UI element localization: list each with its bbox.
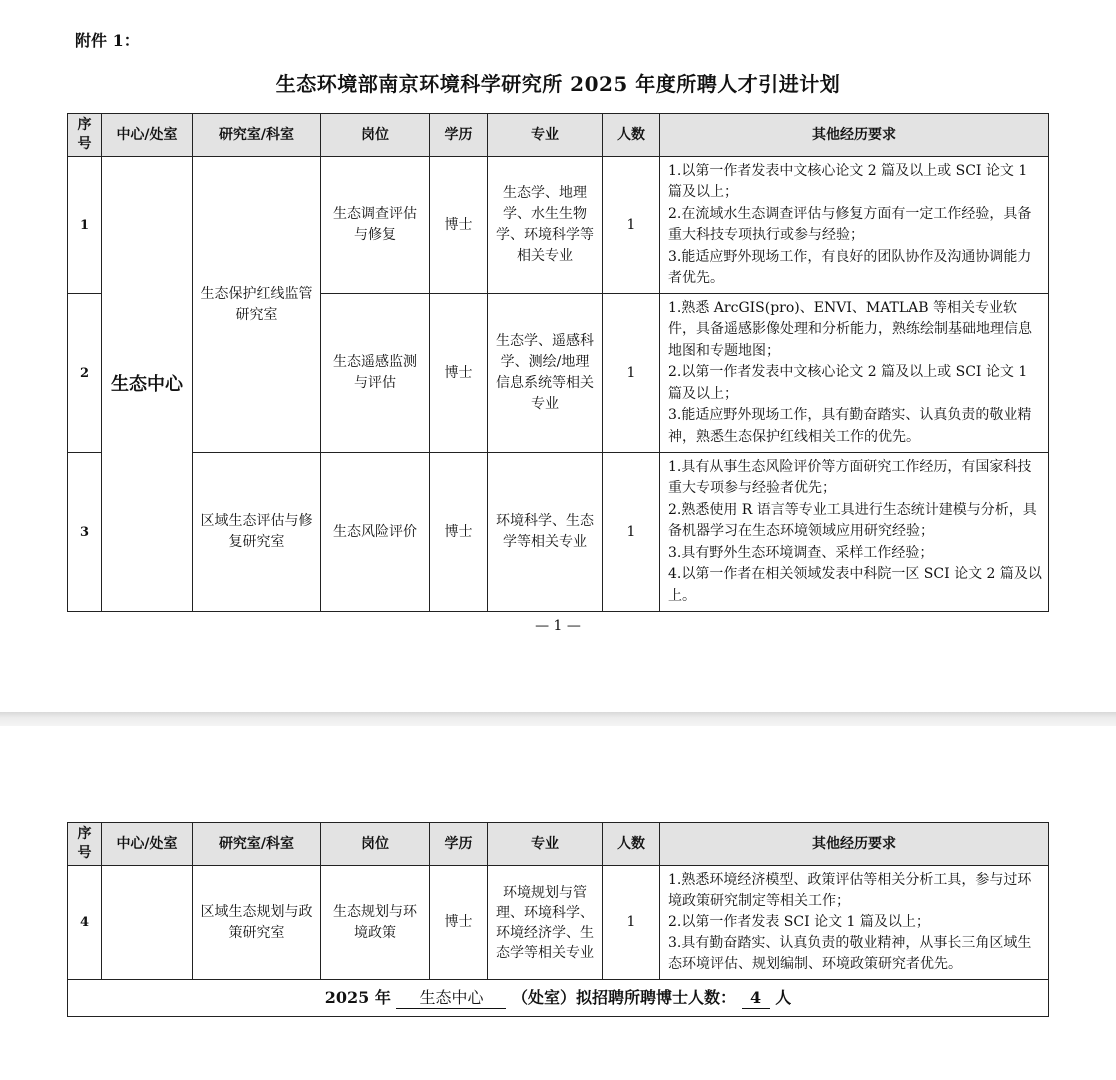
requirement-line: 2.以第一作者发表中文核心论文 2 篇及以上或 SCI 论文 1 篇及以上；: [668, 364, 1028, 402]
document-page-2: [0, 726, 1116, 1080]
header-cell: 中心/处室: [102, 823, 193, 866]
requirements-cell: [660, 866, 1049, 980]
count-cell: 1: [603, 866, 660, 980]
requirement-line: 1.熟悉环境经济模型、政策评估等相关分析工具，参与过环境政策研究制定等相关工作；: [668, 872, 1032, 909]
header-cell: 人数: [603, 114, 660, 157]
major-cell: 生态学、遥感科学、测绘/地理信息系统等相关专业: [488, 294, 603, 453]
page-separator: [0, 712, 1116, 726]
row-number: 2: [68, 294, 102, 453]
summary-suffix: 人: [775, 988, 792, 1007]
header-cell: 专业: [488, 114, 603, 157]
requirement-line: 3.能适应野外现场工作，有良好的团队协作及沟通协调能力者优先。: [668, 248, 1032, 286]
requirement-line: 1.以第一作者发表中文核心论文 2 篇及以上或 SCI 论文 1 篇及以上；: [668, 162, 1028, 200]
table-row: [68, 157, 1049, 294]
header-cell: 人数: [603, 823, 660, 866]
header-cell: 学历: [430, 114, 488, 157]
requirements-cell: [660, 294, 1049, 453]
summary-center: 生态中心: [396, 987, 506, 1009]
recruitment-table-page1: [67, 113, 1049, 612]
header-cell: 岗位: [321, 114, 430, 157]
summary-prefix: 2025 年: [324, 988, 391, 1007]
recruitment-table-page2: [67, 822, 1049, 1017]
major-cell: 环境规划与管理、环境科学、环境经济学、生态学等相关专业: [488, 866, 603, 980]
attachment-label: 附件 1：: [75, 31, 140, 50]
table-row: [68, 866, 1049, 980]
table-header-row: [68, 823, 1049, 866]
requirement-line: 1.熟悉 ArcGIS(pro)、ENVI、MATLAB 等相关专业软件，具备遥感影像处理和分析能力，熟练绘制基础地理信息地图和专题地图；: [668, 299, 1032, 359]
post-cell: 生态规划与环境政策: [321, 866, 430, 980]
requirements-cell: [660, 453, 1049, 612]
post-cell: 生态遥感监测与评估: [321, 294, 430, 453]
header-cell: 序号: [68, 114, 102, 157]
degree-cell: 博士: [430, 453, 488, 612]
header-cell: 研究室/科室: [193, 114, 321, 157]
row-number: 3: [68, 453, 102, 612]
row-number: 1: [68, 157, 102, 294]
center-cell: 生态中心: [102, 157, 193, 612]
degree-cell: 博士: [430, 866, 488, 980]
requirement-line: 2.在流域水生态调查评估与修复方面有一定工作经验，具备重大科技专项执行或参与经验；: [668, 205, 1032, 243]
dept-cell: 区域生态规划与政策研究室: [193, 866, 321, 980]
summary-cell: [68, 980, 1049, 1017]
header-cell: 专业: [488, 823, 603, 866]
summary-count: 4: [742, 987, 770, 1009]
table-header-row: [68, 114, 1049, 157]
requirements-cell: [660, 157, 1049, 294]
table-row: [68, 453, 1049, 612]
header-cell: 研究室/科室: [193, 823, 321, 866]
summary-middle: （处室）拟招聘所聘博士人数：: [512, 988, 737, 1007]
header-cell: 学历: [430, 823, 488, 866]
requirement-line: 3.能适应野外现场工作，具有勤奋踏实、认真负责的敬业精神，熟悉生态保护红线相关工作的优先。: [668, 407, 1032, 445]
requirement-line: 2.以第一作者发表 SCI 论文 1 篇及以上；: [668, 914, 930, 930]
requirement-line: 3.具有勤奋踏实、认真负责的敬业精神，从事长三角区域生态环境评估、规划编制、环境政策研究者优先。: [668, 935, 1032, 972]
header-cell: 岗位: [321, 823, 430, 866]
center-cell: [102, 866, 193, 980]
header-cell: 其他经历要求: [660, 114, 1049, 157]
major-cell: 环境科学、生态学等相关专业: [488, 453, 603, 612]
requirement-line: 2.熟悉使用 R 语言等专业工具进行生态统计建模与分析，具备机器学习在生态环境领域应用研究经验；: [668, 501, 1037, 540]
degree-cell: 博士: [430, 294, 488, 453]
post-cell: 生态调查评估与修复: [321, 157, 430, 294]
page-number: — 1 —: [535, 618, 581, 634]
header-cell: 中心/处室: [102, 114, 193, 157]
requirement-line: 4.以第一作者在相关领域发表中科院一区 SCI 论文 2 篇及以上。: [668, 566, 1042, 604]
header-cell: 序号: [68, 823, 102, 866]
dept-cell: 生态保护红线监管研究室: [193, 157, 321, 453]
requirement-line: 1.具有从事生态风险评价等方面研究工作经历，有国家科技重大专项参与经验者优先；: [668, 458, 1032, 497]
dept-cell: 区域生态评估与修复研究室: [193, 453, 321, 612]
summary-row: [68, 980, 1049, 1017]
count-cell: 1: [603, 157, 660, 294]
count-cell: 1: [603, 294, 660, 453]
header-cell: 其他经历要求: [660, 823, 1049, 866]
count-cell: 1: [603, 453, 660, 612]
document-title: 生态环境部南京环境科学研究所 2025 年度所聘人才引进计划: [275, 72, 841, 96]
post-cell: 生态风险评价: [321, 453, 430, 612]
major-cell: 生态学、地理学、水生生物学、环境科学等相关专业: [488, 157, 603, 294]
degree-cell: 博士: [430, 157, 488, 294]
requirement-line: 3.具有野外生态环境调查、采样工作经验；: [668, 544, 934, 561]
row-number: 4: [68, 866, 102, 980]
